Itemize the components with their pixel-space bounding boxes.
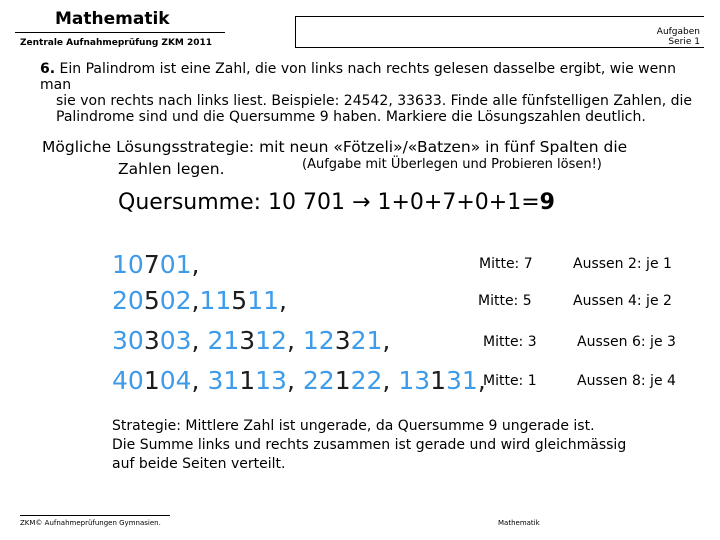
palindrome-number	[112, 286, 192, 315]
page-title: Mathematik	[55, 9, 170, 29]
palindrome-number	[207, 366, 287, 395]
conclusion-line1: Strategie: Mittlere Zahl ist ungerade, da Quersumme 9 ungerade ist.	[112, 418, 595, 434]
arrow-right-icon: →	[352, 190, 371, 215]
palindrome-number	[199, 286, 279, 315]
number-separator: ,	[191, 286, 200, 315]
mitte-label: Mitte: 5	[478, 293, 532, 309]
middle-digit: 3	[334, 326, 351, 355]
outer-digits: 02	[159, 286, 192, 315]
row-trailing-comma: ,	[279, 286, 287, 315]
outer-digits: 11	[247, 286, 280, 315]
palindrome-number	[207, 326, 287, 355]
quersumme-calc: 1+0+7+0+1=	[377, 190, 540, 215]
solution-row-1	[112, 250, 199, 279]
row-trailing-comma: ,	[191, 250, 200, 279]
task-number: 6.	[40, 61, 56, 77]
header-divider	[15, 32, 225, 33]
number-separator: ,	[382, 366, 399, 395]
footer-subject: Mathematik	[498, 519, 540, 527]
quersumme-label: Quersumme: 10 701	[118, 190, 346, 215]
outer-digits: 22	[302, 366, 335, 395]
number-separator: ,	[191, 366, 208, 395]
middle-digit: 7	[143, 250, 160, 279]
outer-digits: 12	[302, 326, 335, 355]
outer-digits: 01	[159, 250, 192, 279]
outer-digits: 03	[159, 326, 192, 355]
number-separator: ,	[191, 326, 208, 355]
outer-digits: 13	[255, 366, 287, 395]
middle-digit: 3	[143, 326, 160, 355]
series-label-line1: Aufgaben	[656, 27, 700, 37]
outer-digits: 11	[199, 286, 232, 315]
palindrome-number	[398, 366, 478, 395]
solution-row-2	[112, 286, 287, 315]
middle-digit: 1	[334, 366, 351, 395]
outer-digits: 22	[350, 366, 383, 395]
exam-subtitle: Zentrale Aufnahmeprüfung ZKM 2011	[20, 38, 213, 48]
solution-row-3	[112, 326, 390, 355]
middle-digit: 3	[239, 326, 256, 355]
middle-digit: 1	[143, 366, 160, 395]
header-frame	[295, 16, 704, 48]
quersumme-line	[118, 190, 555, 215]
number-separator: ,	[286, 326, 303, 355]
mitte-label: Mitte: 7	[479, 256, 533, 272]
palindrome-number	[303, 366, 383, 395]
palindrome-number	[112, 366, 192, 395]
conclusion-line3: auf beide Seiten verteilt.	[112, 456, 286, 472]
series-label-line2: Serie 1	[668, 37, 700, 47]
middle-digit: 1	[239, 366, 256, 395]
task-statement	[40, 61, 705, 125]
series-label	[657, 27, 700, 47]
outer-digits: 31	[207, 366, 240, 395]
outer-digits: 04	[159, 366, 192, 395]
outer-digits: 20	[112, 286, 144, 315]
footer-copyright: ZKM© Aufnahmeprüfungen Gymnasien.	[20, 519, 161, 527]
aussen-label: Aussen 6: je 3	[577, 334, 676, 350]
outer-digits: 30	[112, 326, 144, 355]
middle-digit: 1	[430, 366, 447, 395]
conclusion-line2: Die Summe links und rechts zusammen ist gerade und wird gleichmässig	[112, 437, 627, 453]
strategy-heading: Mögliche Lösungsstrategie: mit neun «Fötzeli»/«Batzen» in fünf Spalten die	[42, 138, 628, 156]
footer-divider	[20, 515, 170, 516]
palindrome-number	[112, 326, 192, 355]
row-trailing-comma: ,	[382, 326, 391, 355]
number-separator: ,	[286, 366, 303, 395]
outer-digits: 13	[398, 366, 431, 395]
palindrome-number	[303, 326, 383, 355]
middle-digit: 5	[143, 286, 160, 315]
outer-digits: 40	[112, 366, 144, 395]
mitte-label: Mitte: 1	[483, 373, 537, 389]
row-trailing-comma: ,	[477, 366, 486, 395]
quersumme-result: 9	[539, 190, 555, 215]
aussen-label: Aussen 8: je 4	[577, 373, 676, 389]
solution-row-4	[112, 366, 486, 395]
task-text-line3: Palindrome sind und die Quersumme 9 haben. Markiere die Lösungszahlen deutlich.	[56, 109, 646, 125]
outer-digits: 12	[255, 326, 287, 355]
outer-digits: 21	[207, 326, 240, 355]
middle-digit: 5	[231, 286, 248, 315]
strategy-conclusion	[112, 417, 692, 474]
strategy-heading-line2: Zahlen legen.	[118, 160, 225, 178]
aussen-label: Aussen 2: je 1	[573, 256, 672, 272]
outer-digits: 10	[112, 250, 144, 279]
aussen-label: Aussen 4: je 2	[573, 293, 672, 309]
palindrome-number	[112, 250, 192, 279]
task-text-line1: Ein Palindrom ist eine Zahl, die von links nach rechts gelesen dasselbe ergibt, wie wenn man	[40, 61, 676, 93]
outer-digits: 31	[446, 366, 478, 395]
strategy-note: (Aufgabe mit Überlegen und Probieren lösen!)	[302, 157, 602, 172]
mitte-label: Mitte: 3	[483, 334, 537, 350]
task-text-line2: sie von rechts nach links liest. Beispiele: 24542, 33633. Finde alle fünfstelligen Zahlen, die	[56, 93, 693, 109]
outer-digits: 21	[350, 326, 383, 355]
